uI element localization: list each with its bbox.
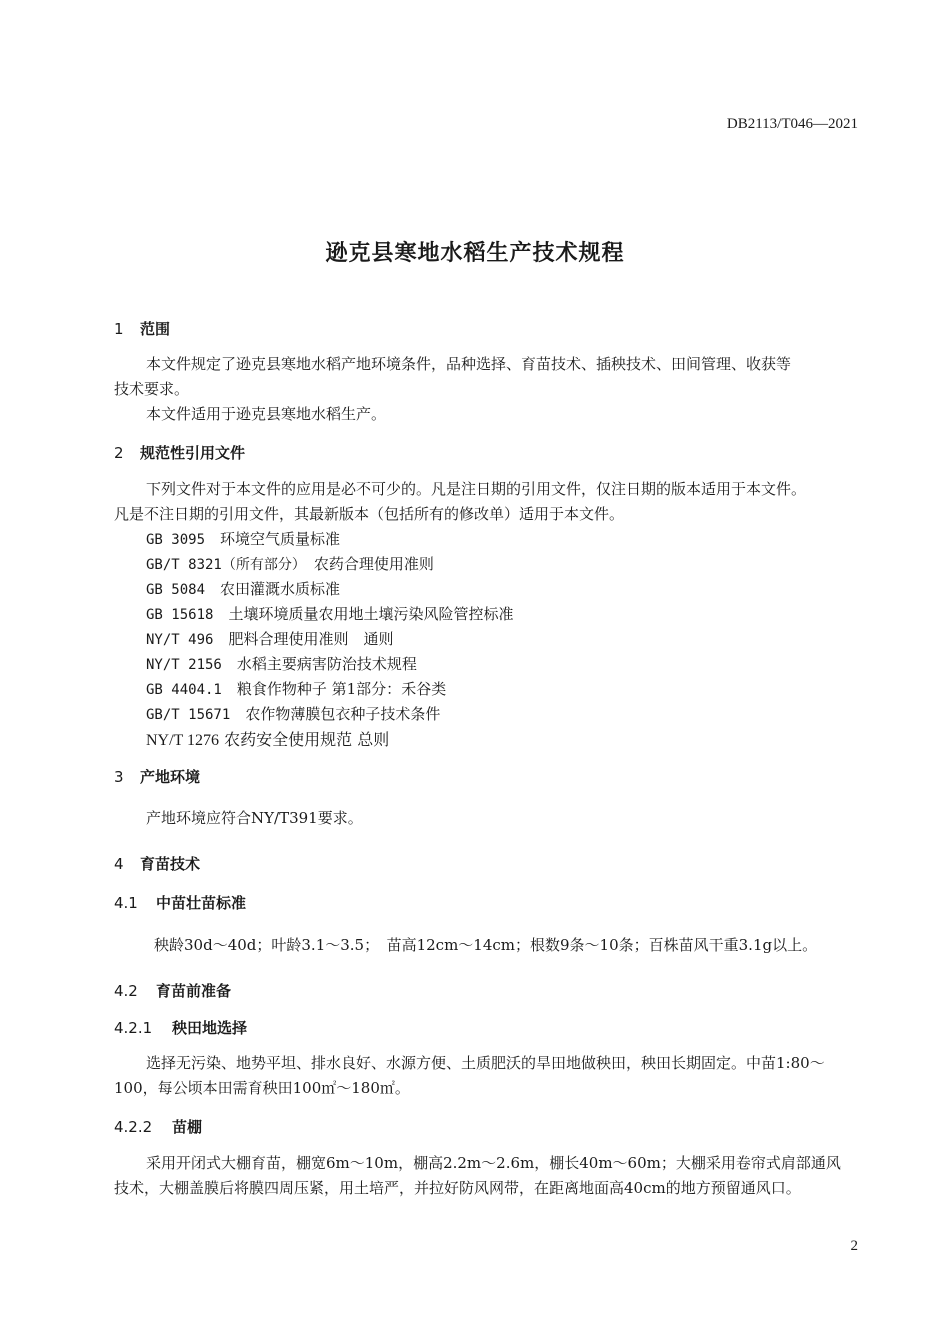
reference-item <box>146 628 393 649</box>
section-4-2-1-heading <box>114 1017 247 1038</box>
reference-code: GB 3095 <box>146 532 206 548</box>
section-number: 4.2.1 <box>114 1019 153 1037</box>
reference-name: 水稻主要病害防治技术规程 <box>236 655 417 673</box>
section-title: 育苗技术 <box>140 855 201 873</box>
section-2-paragraph-line-1: 下列文件对于本文件的应用是必不可少的。凡是注日期的引用文件，仅注日期的版本适用于本文件。 <box>146 480 807 498</box>
section-4-2-heading <box>114 980 231 1001</box>
reference-item <box>146 528 340 549</box>
section-4-heading <box>114 853 200 874</box>
page-number: 2 <box>850 1238 858 1254</box>
reference-item <box>146 678 446 699</box>
reference-name: 环境空气质量标准 <box>220 530 341 548</box>
reference-code: NY/T 1276 <box>146 732 220 749</box>
section-4-2-1-paragraph-line-1: 选择无污染、地势平坦、排水良好、水源方便、土质肥沃的旱田地做秧田，秧田长期固定。中苗1:80～ <box>146 1054 825 1072</box>
section-4-2-2-heading <box>114 1116 202 1137</box>
reference-item <box>146 727 389 750</box>
section-1-paragraph-1-line-1: 本文件规定了逊克县寒地水稻产地环境条件，品种选择、育苗技术、插秧技术、田间管理、收获等 <box>146 355 792 373</box>
reference-name: 肥料合理使用准则 通则 <box>228 630 394 648</box>
section-title: 规范性引用文件 <box>140 444 246 462</box>
section-4-2-2-paragraph-line-2: 技术，大棚盖膜后将膜四周压紧，用土培严，并拉好防风网带，在距离地面高40cm的地方预留通风口。 <box>114 1179 801 1197</box>
reference-code: GB 4404.1 <box>146 682 222 698</box>
reference-item <box>146 603 513 624</box>
section-title: 秧田地选择 <box>172 1019 248 1037</box>
reference-name: 农药安全使用规范 总则 <box>224 730 390 749</box>
section-1-paragraph-1-line-2: 技术要求。 <box>114 380 190 398</box>
section-3-heading <box>114 766 200 787</box>
section-title: 范围 <box>140 320 171 338</box>
section-title: 育苗前准备 <box>156 982 232 1000</box>
section-number: 4.2.2 <box>114 1118 153 1136</box>
reference-name: 农药合理使用准则 <box>313 555 434 573</box>
document-code: DB2113/T046—2021 <box>726 116 858 132</box>
section-3-paragraph: 产地环境应符合NY/T391要求。 <box>146 809 363 827</box>
reference-code: GB 5084 <box>146 582 206 598</box>
section-1-heading <box>114 318 170 339</box>
section-2-heading <box>114 442 245 463</box>
reference-code: NY/T 2156 <box>146 657 222 673</box>
reference-code: GB 15618 <box>146 607 214 623</box>
section-4-2-1-paragraph-line-2: 100，每公顷本田需育秧田100㎡～180㎡。 <box>114 1079 410 1097</box>
section-number: 1 <box>114 320 124 338</box>
reference-code: GB/T 15671 <box>146 707 231 723</box>
section-1-paragraph-2: 本文件适用于逊克县寒地水稻生产。 <box>146 405 387 423</box>
reference-name: 农作物薄膜包衣种子技术条件 <box>245 705 441 723</box>
reference-item <box>146 553 434 574</box>
section-number: 4.1 <box>114 894 138 912</box>
section-4-1-heading <box>114 892 246 913</box>
reference-item <box>146 653 417 674</box>
section-number: 2 <box>114 444 124 462</box>
section-title: 产地环境 <box>140 768 201 786</box>
reference-name: 粮食作物种子 第1部分：禾谷类 <box>236 680 447 698</box>
section-4-1-paragraph: 秧龄30d～40d；叶龄3.1～3.5； 苗高12cm～14cm；根数9条～10条；百株苗风干重3.1g以上。 <box>154 936 818 954</box>
reference-code: GB/T 8321（所有部分） <box>146 557 299 573</box>
section-2-paragraph-line-2: 凡是不注日期的引用文件，其最新版本（包括所有的修改单）适用于本文件。 <box>114 505 625 523</box>
section-number: 4 <box>114 855 124 873</box>
reference-item <box>146 578 340 599</box>
section-number: 3 <box>114 768 124 786</box>
reference-code: NY/T 496 <box>146 632 214 648</box>
document-title: 逊克县寒地水稻生产技术规程 <box>325 241 625 266</box>
section-title: 苗棚 <box>172 1118 203 1136</box>
section-4-2-2-paragraph-line-1: 采用开闭式大棚育苗，棚宽6m～10m，棚高2.2m～2.6m，棚长40m～60m；大棚采用卷帘式肩部通风 <box>146 1154 841 1172</box>
reference-name: 农田灌溉水质标准 <box>220 580 341 598</box>
reference-name: 土壤环境质量农用地土壤污染风险管控标准 <box>228 605 514 623</box>
section-number: 4.2 <box>114 982 138 1000</box>
reference-item <box>146 703 440 724</box>
section-title: 中苗壮苗标准 <box>156 894 247 912</box>
